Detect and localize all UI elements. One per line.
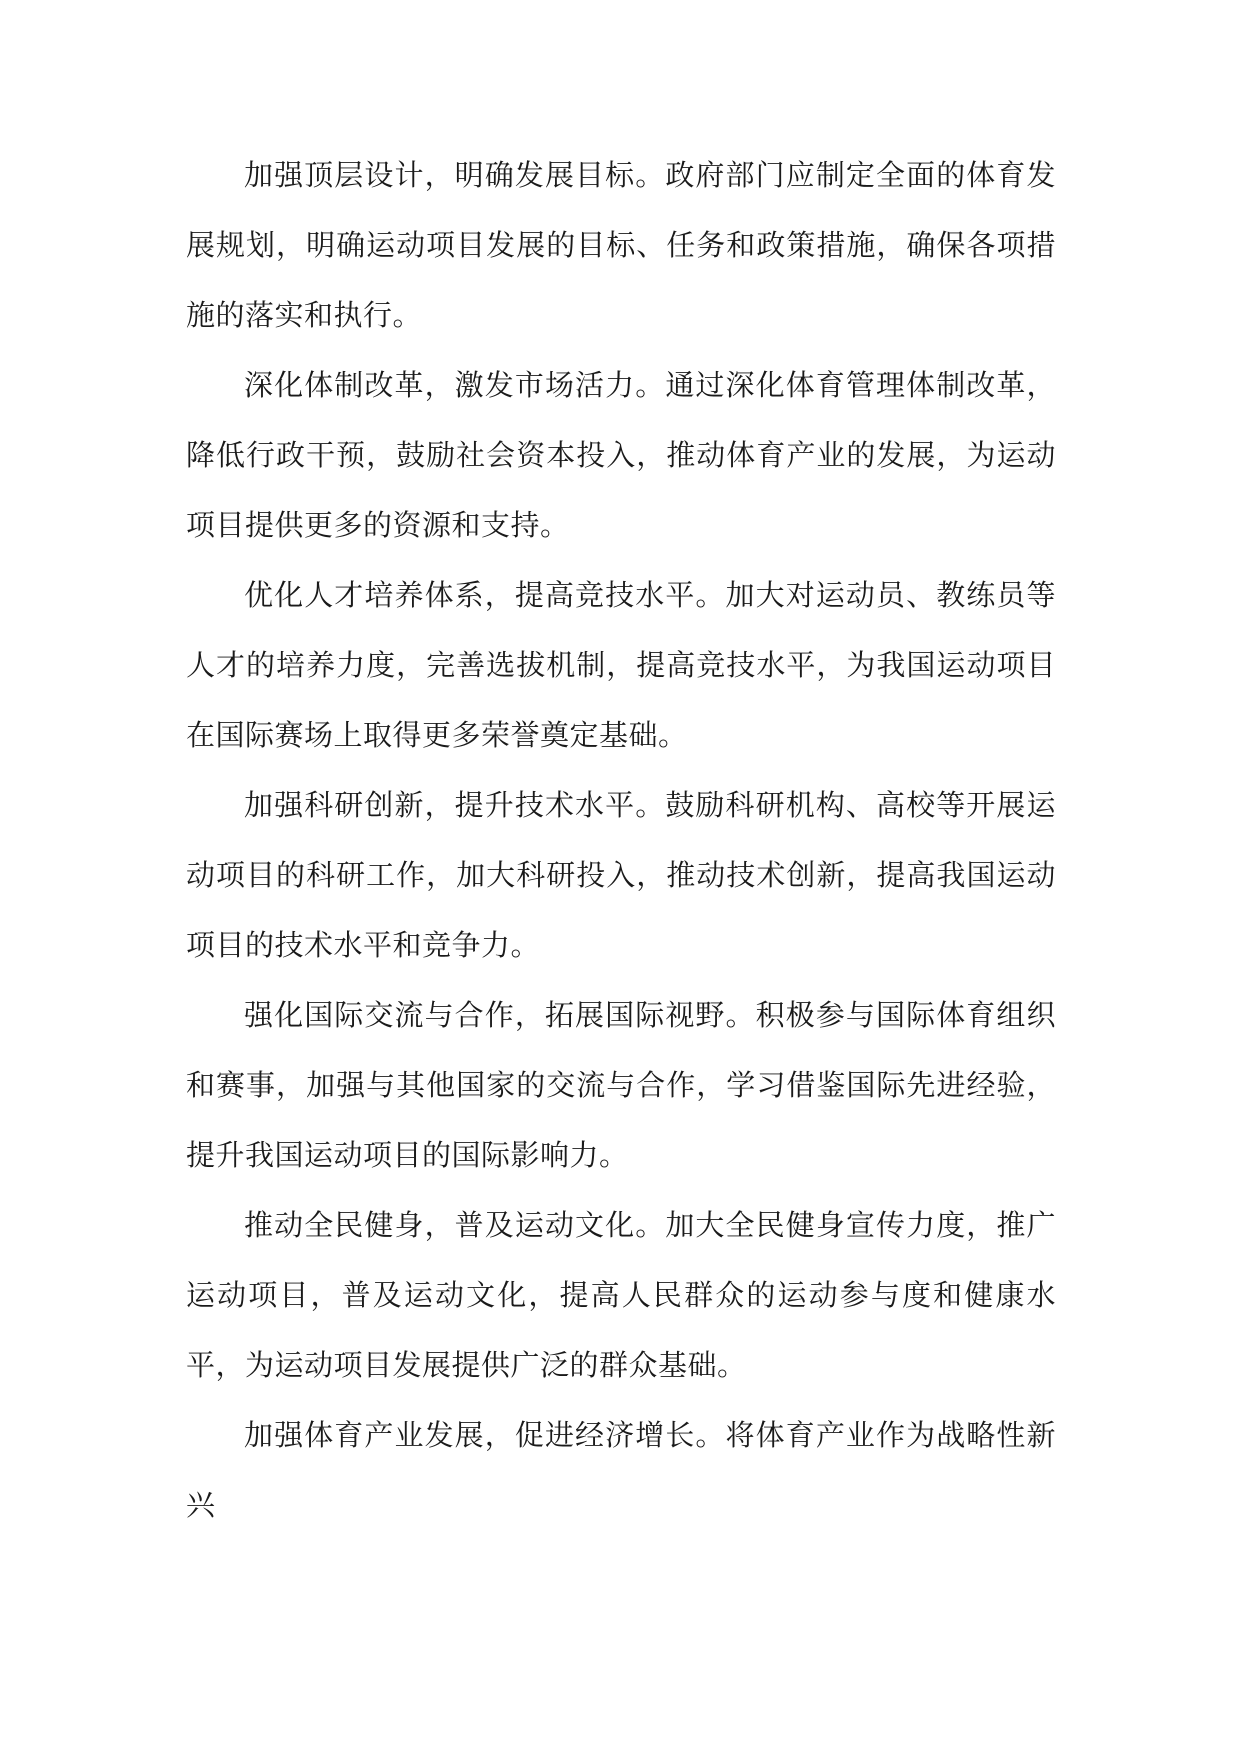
paragraph-international-exchange: 强化国际交流与合作，拓展国际视野。积极参与国际体育组织和赛事，加强与其他国家的交流与合作，学习借鉴国际先进经验，提升我国运动项目的国际影响力。 bbox=[186, 998, 1056, 1172]
paragraph-top-level-design: 加强顶层设计，明确发展目标。政府部门应制定全面的体育发展规划，明确运动项目发展的目标、任务和政策措施，确保各项措施的落实和执行。 bbox=[186, 158, 1056, 332]
paragraph-research-innovation: 加强科研创新，提升技术水平。鼓励科研机构、高校等开展运动项目的科研工作，加大科研投入，推动技术创新，提高我国运动项目的技术水平和竞争力。 bbox=[186, 788, 1056, 962]
paragraph-system-reform: 深化体制改革，激发市场活力。通过深化体育管理体制改革，降低行政干预，鼓励社会资本投入，推动体育产业的发展，为运动项目提供更多的资源和支持。 bbox=[186, 368, 1056, 542]
paragraph-sports-industry: 加强体育产业发展，促进经济增长。将体育产业作为战略性新兴 bbox=[186, 1418, 1056, 1522]
document-body bbox=[186, 140, 1056, 1540]
paragraph-talent-training: 优化人才培养体系，提高竞技水平。加大对运动员、教练员等人才的培养力度，完善选拔机制，提高竞技水平，为我国运动项目在国际赛场上取得更多荣誉奠定基础。 bbox=[186, 578, 1056, 752]
paragraph-national-fitness: 推动全民健身，普及运动文化。加大全民健身宣传力度，推广运动项目，普及运动文化，提高人民群众的运动参与度和健康水平，为运动项目发展提供广泛的群众基础。 bbox=[186, 1208, 1056, 1382]
